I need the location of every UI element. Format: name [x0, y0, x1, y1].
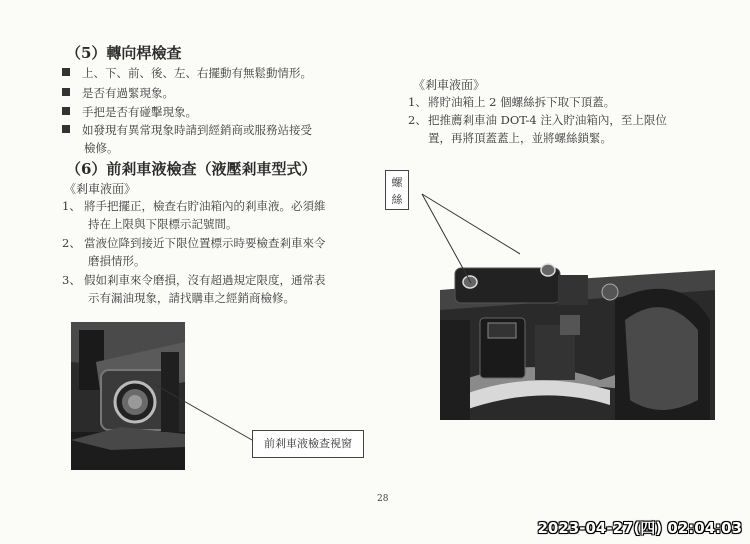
step-number: 1、 [408, 95, 427, 109]
bullet-square-icon [62, 88, 70, 96]
bullet-square-icon [62, 107, 70, 115]
step-text: 當液位降到接近下限位置標示時要檢查剎車來令 [84, 236, 326, 250]
step-number: 2、 [408, 113, 427, 127]
bullet-continuation: 檢修。 [84, 141, 119, 155]
step-text: 把推薦剎車油 DOT-4 注入貯油箱內，至上限位 [428, 113, 667, 127]
bullet-square-icon [62, 68, 70, 76]
bullet-item: 是否有過緊現象。 [62, 85, 174, 101]
timestamp-overlay: 2023-04-27(四) 02:04:03 [537, 519, 742, 537]
bullet-square-icon [62, 125, 70, 133]
section5-title: （5）轉向桿檢查 [66, 44, 182, 62]
section6-subtitle: 《剎車液面》 [64, 182, 137, 196]
step-text-cont: 置，再將頂蓋蓋上，並將螺絲鎖緊。 [428, 131, 612, 145]
step-text-cont: 磨損情形。 [88, 254, 146, 268]
screw-label-char: 絲 [391, 193, 403, 206]
bullet-item: 如發現有異常現象時請到經銷商或服務站接受 [62, 122, 312, 138]
step-number: 1、 [62, 199, 81, 213]
callout-brake-window: 前剎車液檢查視窗 [252, 430, 364, 458]
step-number: 3、 [62, 273, 81, 287]
step-text: 假如剎車來令磨損，沒有超過規定限度，通常表 [84, 273, 326, 287]
step-text: 將貯油箱上 2 個螺絲拆下取下頂蓋。 [428, 95, 616, 109]
bullet-item: 上、下、前、後、左、右擺動有無鬆動情形。 [62, 65, 312, 81]
right-subtitle: 《剎車液面》 [413, 78, 486, 92]
step-text-cont: 持在上限與下限標示記號間。 [88, 217, 238, 231]
callout-leader-line [150, 380, 260, 450]
bullet-item: 手把是否有碰擊現象。 [62, 104, 197, 120]
section6-title: （6）前剎車液檢查（液壓剎車型式） [66, 160, 317, 178]
step-text: 將手把擺正，檢查右貯油箱內的剎車液。必須維 [84, 199, 326, 213]
step-text-cont: 示有漏油現象，請找購車之經銷商檢修。 [88, 291, 295, 305]
screw-leader-lines [400, 190, 520, 300]
page-number: 28 [377, 494, 389, 504]
step-number: 2、 [62, 236, 81, 250]
screw-label-char: 螺 [391, 176, 403, 189]
